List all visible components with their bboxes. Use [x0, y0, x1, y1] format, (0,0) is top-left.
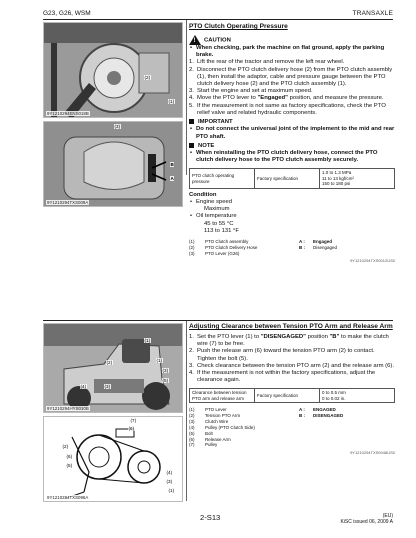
- spec1-values: 1.0 to 1.3 MPa 11 to 13 kgf/cm² 150 to 180 psi: [320, 169, 395, 188]
- important-heading: IMPORTANT: [189, 119, 395, 126]
- fig2-caption: 9Y1210294TXS009A: [47, 200, 89, 205]
- adj-step-1: 1. Set the PTO lever (1) to "DISENGAGED" position "B" to make the clutch wire (7) to be free.: [189, 334, 389, 348]
- legend-section2: [189, 407, 395, 448]
- header-model: G23, G26, WSM: [43, 10, 91, 17]
- fig3-callout-3a: (3): [162, 368, 169, 373]
- adj-step-3: 3. Check clearance between the tension PTO arm (2) and the release arm (6).: [189, 362, 394, 369]
- column-divider-top: [186, 20, 187, 175]
- condition-engine-speed: • Engine speed: [190, 199, 233, 206]
- fig3-callout-2: (2): [106, 360, 113, 365]
- fig3-callout-1: (1): [144, 338, 151, 343]
- fig1-callout-2: (2): [144, 75, 151, 80]
- legend2-row: (1) PTO Lever A : ENGAGED: [189, 407, 336, 413]
- section1-title: PTO Clutch Operating Pressure: [189, 23, 288, 30]
- legend-section1: [189, 239, 395, 257]
- fig4-callout-3: (3): [166, 479, 173, 484]
- fig4-callout-1: (1): [168, 488, 175, 493]
- legend2-row: (2) Tension PTO Arm B : DISENGAGED: [189, 413, 344, 419]
- step-3: 3. Start the engine and set at maximum speed.: [189, 88, 313, 95]
- legend1-row: (3) PTO Lever (G26): [189, 250, 240, 256]
- spec-table-clearance: [189, 388, 395, 403]
- spec2-values: 0 to 0.5 mm 0 to 0.02 in.: [320, 389, 395, 403]
- spec2-label: Factory specification: [255, 389, 320, 403]
- step-1: 1. Lift the rear of the tractor and remove the left rear wheel.: [189, 59, 345, 66]
- pulley-diagram: [44, 417, 183, 502]
- condition-title: Condition: [189, 191, 217, 198]
- fig4-callout-5: (5): [66, 463, 73, 468]
- legend1-row: (2) PTO Clutch Delivery Hose B : Disengaged: [189, 244, 338, 250]
- step-4: 4. Move the PTO lever to "Engaged" position, and measure the pressure.: [189, 95, 384, 102]
- legend2-row: (7) Pulley: [189, 442, 218, 448]
- legend2-row: (6) Release Arm: [189, 436, 231, 442]
- figure-tractor-pto: [43, 323, 183, 413]
- note-text: • When reinstalling the PTO clutch delivery hose, connect the PTO clutch delivery hose to the PTO clutch assembly securely.: [190, 150, 378, 164]
- fig1-caption: 9Y1210294ENS018B: [47, 111, 89, 116]
- footer-issue: (EU) KiSC issued 06, 2009 A: [340, 513, 393, 525]
- fig3-callout-4: (4): [80, 384, 87, 389]
- condition-oil-temp-c: 45 to 55 °C: [204, 220, 234, 227]
- fig3-callout-1b: (1): [156, 358, 163, 363]
- spec1-item: PTO clutch operating pressure: [190, 169, 255, 188]
- header-section: TRANSAXLE: [352, 10, 393, 17]
- condition-oil-temp-f: 113 to 131 °F: [204, 227, 239, 234]
- caution-text: • When checking, park the machine on flat ground, apply the parking brake.: [190, 45, 385, 59]
- fig3-callout-5: (5): [162, 378, 169, 383]
- fig4-caption: 9Y1210294TXS096A: [47, 495, 89, 500]
- section2-code: 9Y1210294TXS0048US0: [350, 450, 395, 456]
- pto-clutch-photo: [44, 23, 183, 118]
- legend1-row: (1) PTO Clutch assembly A : Engaged: [189, 239, 333, 245]
- page-number: 2-S13: [200, 513, 221, 522]
- warning-triangle-icon: !: [189, 35, 201, 45]
- spec-table-pressure: [189, 168, 395, 188]
- fig2-callout-a: A: [170, 176, 174, 181]
- section-clearance-adjust: [189, 323, 395, 456]
- spec1-label: Factory specification: [255, 169, 320, 188]
- important-text: • Do not connect the universal joint of the implement to the mid and rear PTO shaft.: [190, 126, 395, 140]
- fig4-callout-7: (7): [130, 418, 137, 423]
- note-heading: NOTE: [189, 143, 395, 150]
- section-pto-clutch-pressure: [189, 23, 395, 263]
- header-rule: [43, 19, 393, 20]
- step-5: 5. If the measurement is not same as factory specifications, check the PTO relief valve and related hydraulic components.: [189, 102, 386, 116]
- fig4-callout-2: (2): [62, 444, 69, 449]
- condition-oil-temp: • Oil temperature: [190, 213, 237, 220]
- legend2-row: (3) Clutch Wire: [189, 419, 229, 425]
- section1-code: 9Y1210294TXS0012US0: [350, 257, 395, 263]
- legend2-row: (5) Bolt: [189, 430, 213, 436]
- legend2-row: (4) Pulley (PTO Clutch Side): [189, 424, 255, 430]
- adj-step-2: 2. Push the release arm (6) toward the tension PTO arm (2) to contact. Tighten the bolt (5).: [189, 348, 375, 362]
- fig3-callout-3b: (3): [104, 384, 111, 389]
- spec2-item: Clearance between tension PTO arm and release arm: [190, 389, 255, 403]
- fig1-callout-1: (1): [168, 99, 175, 104]
- figure-pto-lever: [43, 121, 183, 207]
- caution-heading: [189, 35, 395, 45]
- adj-step-4: 4. If the measurement is not within the factory specifications, adjust the clearance again.: [189, 370, 376, 384]
- caution-label: CAUTION: [204, 37, 231, 44]
- fig4-callout-4: (4): [166, 470, 173, 475]
- condition-engine-speed-value: Maximum: [204, 206, 230, 213]
- fig2-callout-3: (3): [114, 124, 121, 129]
- figure-pulley-diagram: [43, 416, 183, 502]
- fig3-caption: 9Y1210294HYS010B: [47, 406, 89, 411]
- pto-lever-photo: [44, 122, 183, 207]
- section-rule: [43, 320, 393, 321]
- fig2-callout-b: B: [170, 162, 174, 167]
- important-square-icon: [189, 119, 194, 124]
- column-divider-bottom: [186, 321, 187, 501]
- step-2: 2. Disconnect the PTO clutch delivery hose (2) from the PTO clutch assembly (1), then install the adaptor, cable and pressure gauge between the PTO clutch delivery hose (2) and the PTO clutch assembly (1).: [189, 66, 393, 88]
- fig4-callout-6b: (6): [66, 454, 73, 459]
- section2-title: Adjusting Clearance between Tension PTO Arm and Release Arm: [189, 323, 393, 330]
- note-square-icon: [189, 143, 194, 148]
- figure-pto-clutch-hose: [43, 22, 183, 118]
- fig4-callout-6a: (6): [128, 426, 135, 431]
